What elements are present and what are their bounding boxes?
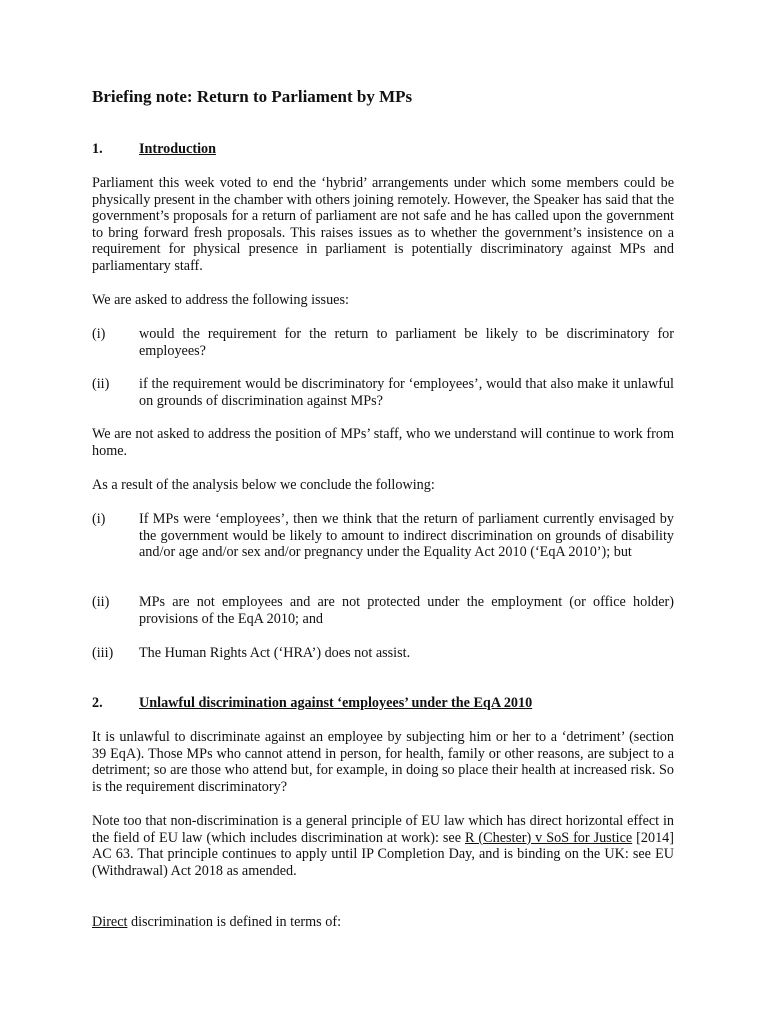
section-number: 2.: [92, 695, 103, 711]
item-text: MPs are not employees and are not protected under the employment (or office holder) provisions of the EqA 2010; and: [139, 594, 674, 627]
conclusion-item: [92, 594, 674, 627]
issue-item: [92, 326, 674, 359]
staff-paragraph: We are not asked to address the position of MPs’ staff, who we understand will continue to work from home.: [92, 426, 674, 459]
document-title: Briefing note: Return to Parliament by MPs: [92, 87, 413, 106]
direct-term: Direct: [92, 914, 128, 930]
item-marker: (iii): [92, 645, 114, 661]
conclusion-item: [92, 511, 674, 561]
section-2-heading: [92, 695, 532, 712]
section-heading-text: Unlawful discrimination against ‘employees’ under the EqA 2010: [139, 695, 533, 711]
item-marker: (ii): [92, 594, 110, 610]
section-number: 1.: [92, 141, 103, 157]
case-citation: R (Chester) v SoS for Justice: [464, 829, 633, 846]
section-heading-text: Introduction: [139, 141, 216, 157]
issues-intro-paragraph: We are asked to address the following issues:: [92, 292, 349, 308]
item-marker: (i): [92, 511, 106, 527]
item-text: would the requirement for the return to parliament be likely to be discriminatory for employees?: [139, 326, 674, 359]
eu-law-text-cont: [2014] AC 63. That principle continues to apply until IP Completion Day, and is binding on the UK: see EU (Withdrawal) Act 2018 as amended.: [92, 829, 674, 879]
conclusion-intro-paragraph: As a result of the analysis below we conclude the following:: [92, 477, 435, 493]
intro-paragraph: Parliament this week voted to end the ‘hybrid’ arrangements under which some members could be physically present in the chamber with others joining remotely. However, the Speaker has said that the government’s proposals for a return of parliament are not safe and he has called upon the government to bring forward fresh proposals. This raises issues as to whether the government’s insistence on a requirement for physical presence in parliament is potentially discriminatory against MPs and parliamentary staff.: [92, 175, 674, 274]
direct-text: discrimination is defined in terms of:: [127, 914, 342, 930]
eu-law-paragraph: [92, 813, 674, 879]
detriment-paragraph: It is unlawful to discriminate against an employee by subjecting him or her to a ‘detriment’ (section 39 EqA). Those MPs who cannot attend in person, for health, family or other reasons, are subject to a detriment; so are those who attend but, for example, in doing so place their health at increased risk. So is the requirement discriminatory?: [92, 729, 674, 795]
conclusion-item: [92, 645, 674, 662]
item-text: if the requirement would be discriminatory for ‘employees’, would that also make it unlawful on grounds of discrimination against MPs?: [139, 376, 674, 409]
item-marker: (i): [92, 326, 106, 342]
item-text: If MPs were ‘employees’, then we think that the return of parliament currently envisaged by the government would be likely to amount to indirect discrimination on grounds of disability and/or age and/or sex and/or pregnancy under the Equality Act 2010 (‘EqA 2010’); but: [139, 511, 674, 561]
item-text: The Human Rights Act (‘HRA’) does not assist.: [139, 645, 411, 661]
item-marker: (ii): [92, 376, 110, 392]
direct-discrimination-paragraph: [92, 914, 674, 931]
section-1-heading: [92, 141, 216, 158]
eu-law-text: Note too that non-discrimination is a general principle of EU law which has direct horizontal effect in the field of EU law (which includes discrimination at work): see: [92, 813, 674, 846]
issue-item: [92, 376, 674, 409]
